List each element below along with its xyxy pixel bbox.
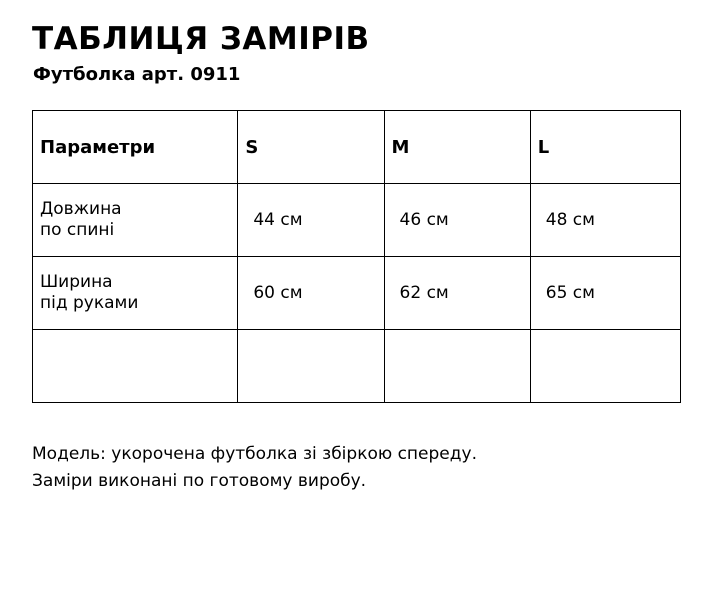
table-row bbox=[33, 257, 681, 330]
value-cell-l bbox=[530, 330, 680, 403]
value-cell-s: 60 см bbox=[238, 257, 384, 330]
value-cell-l: 65 см bbox=[530, 257, 680, 330]
row-label-cell bbox=[33, 184, 238, 257]
header-cell-param: Параметри bbox=[33, 111, 238, 184]
row-label-cell bbox=[33, 257, 238, 330]
row-label: Ширина під руками bbox=[40, 272, 139, 313]
value-cell-l: 48 см bbox=[530, 184, 680, 257]
table-header-row bbox=[33, 111, 681, 184]
value-cell-s: 44 см bbox=[238, 184, 384, 257]
header-cell-size-m: M bbox=[384, 111, 530, 184]
header-cell-size-l: L bbox=[530, 111, 680, 184]
header-cell-size-s: S bbox=[238, 111, 384, 184]
page-title: ТАБЛИЦЯ ЗАМІРІВ bbox=[32, 21, 370, 57]
product-subtitle: Футболка арт. 0911 bbox=[33, 64, 241, 85]
value-cell-s bbox=[238, 330, 384, 403]
note-line: Заміри виконані по готовому виробу. bbox=[32, 471, 367, 491]
note-line: Модель: укорочена футболка зі збіркою спереду. bbox=[32, 444, 477, 464]
row-label-cell bbox=[33, 330, 238, 403]
value-cell-m: 46 см bbox=[384, 184, 530, 257]
size-chart-table bbox=[32, 110, 681, 403]
table-row bbox=[33, 184, 681, 257]
value-cell-m: 62 см bbox=[384, 257, 530, 330]
value-cell-m bbox=[384, 330, 530, 403]
table-row-empty bbox=[33, 330, 681, 403]
row-label: Довжина по спині bbox=[40, 199, 122, 240]
notes bbox=[32, 441, 477, 495]
